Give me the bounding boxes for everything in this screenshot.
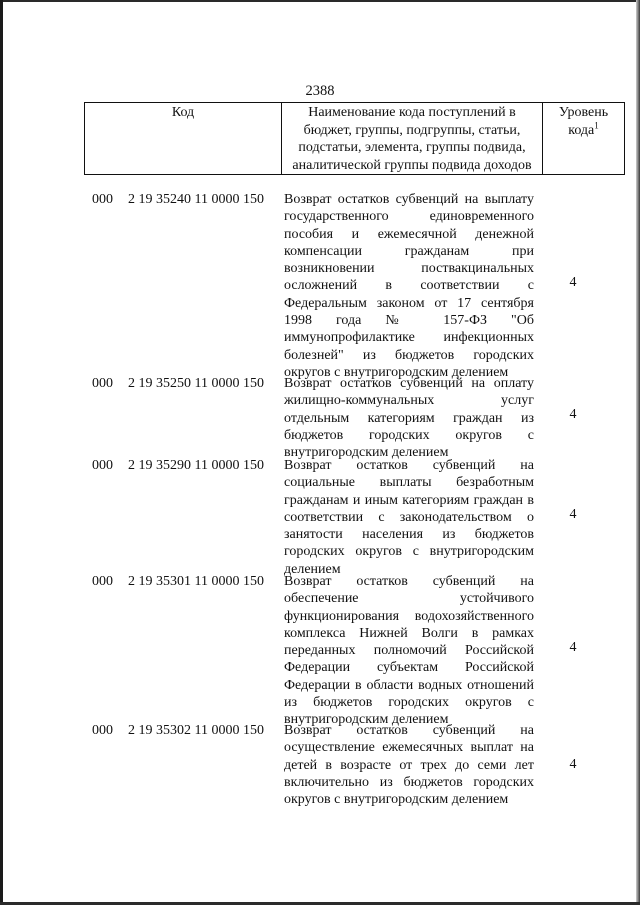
code-level: 4 xyxy=(569,407,577,422)
code-level: 4 xyxy=(569,275,577,290)
scan-edge-top xyxy=(0,0,640,2)
revenue-description: Возврат остатков субвенций на выплату государственного единовременного пособия и ежемесячной денежной компенсации гражданам при возникновении поствакцинальных осложнений в соответствии с Федеральным законом от 17 сентября 1998 года № 157-ФЗ "Об иммунопрофилактике инфекционных болезней" из бюджетов городских округов с внутригородским делением xyxy=(284,192,534,380)
header-name-cell: Наименование кода поступлений в бюджет, группы, подгруппы, статьи, подстатьи, элемента, группы подвида, аналитической группы подвида доходов xyxy=(282,103,543,175)
header-code-cell: Код xyxy=(85,103,282,175)
header-level-footnote: 1 xyxy=(594,119,599,130)
revenue-code: 2 19 35250 11 0000 150 xyxy=(128,376,264,391)
scan-edge-right xyxy=(636,0,640,905)
code-level: 4 xyxy=(569,757,577,772)
revenue-description: Возврат остатков субвенций на осуществление ежемесячных выплат на детей в возрасте от трех до семи лет включительно из бюджетов городских округов с внутригородским делением xyxy=(284,723,534,808)
header-level-label: Уровень кода xyxy=(558,105,609,138)
code-level: 4 xyxy=(569,507,577,522)
revenue-description: Возврат остатков субвенций на обеспечение устойчивого функционирования водохозяйственного комплекса Нижней Волги в рамках переданных полномочий Российской Федерации субъектам Российской Федерации в области водных отношений из бюджетов городских округов с внутригородским делением xyxy=(284,574,534,728)
code-level: 4 xyxy=(569,640,577,655)
revenue-code: 2 19 35301 11 0000 150 xyxy=(128,574,264,589)
admin-code: 000 xyxy=(92,458,113,473)
admin-code: 000 xyxy=(92,376,113,391)
header-level-cell xyxy=(543,103,625,175)
admin-code: 000 xyxy=(92,723,113,738)
revenue-description: Возврат остатков субвенций на оплату жилищно-коммунальных услуг отдельным категориям граждан из бюджетов городских округов с внутригородским делением xyxy=(284,376,534,461)
page-number: 2388 xyxy=(305,83,335,99)
revenue-description: Возврат остатков субвенций на социальные выплаты безработным гражданам и иным категориям граждан в соответствии с законодательством о занятости населения из бюджетов городских округов с внутригородским делением xyxy=(284,458,534,577)
revenue-code: 2 19 35240 11 0000 150 xyxy=(128,192,264,207)
table-header-row xyxy=(85,103,625,175)
table-header xyxy=(84,102,625,175)
admin-code: 000 xyxy=(92,192,113,207)
scan-edge-left xyxy=(0,0,3,905)
revenue-code: 2 19 35302 11 0000 150 xyxy=(128,723,264,738)
admin-code: 000 xyxy=(92,574,113,589)
revenue-code: 2 19 35290 11 0000 150 xyxy=(128,458,264,473)
